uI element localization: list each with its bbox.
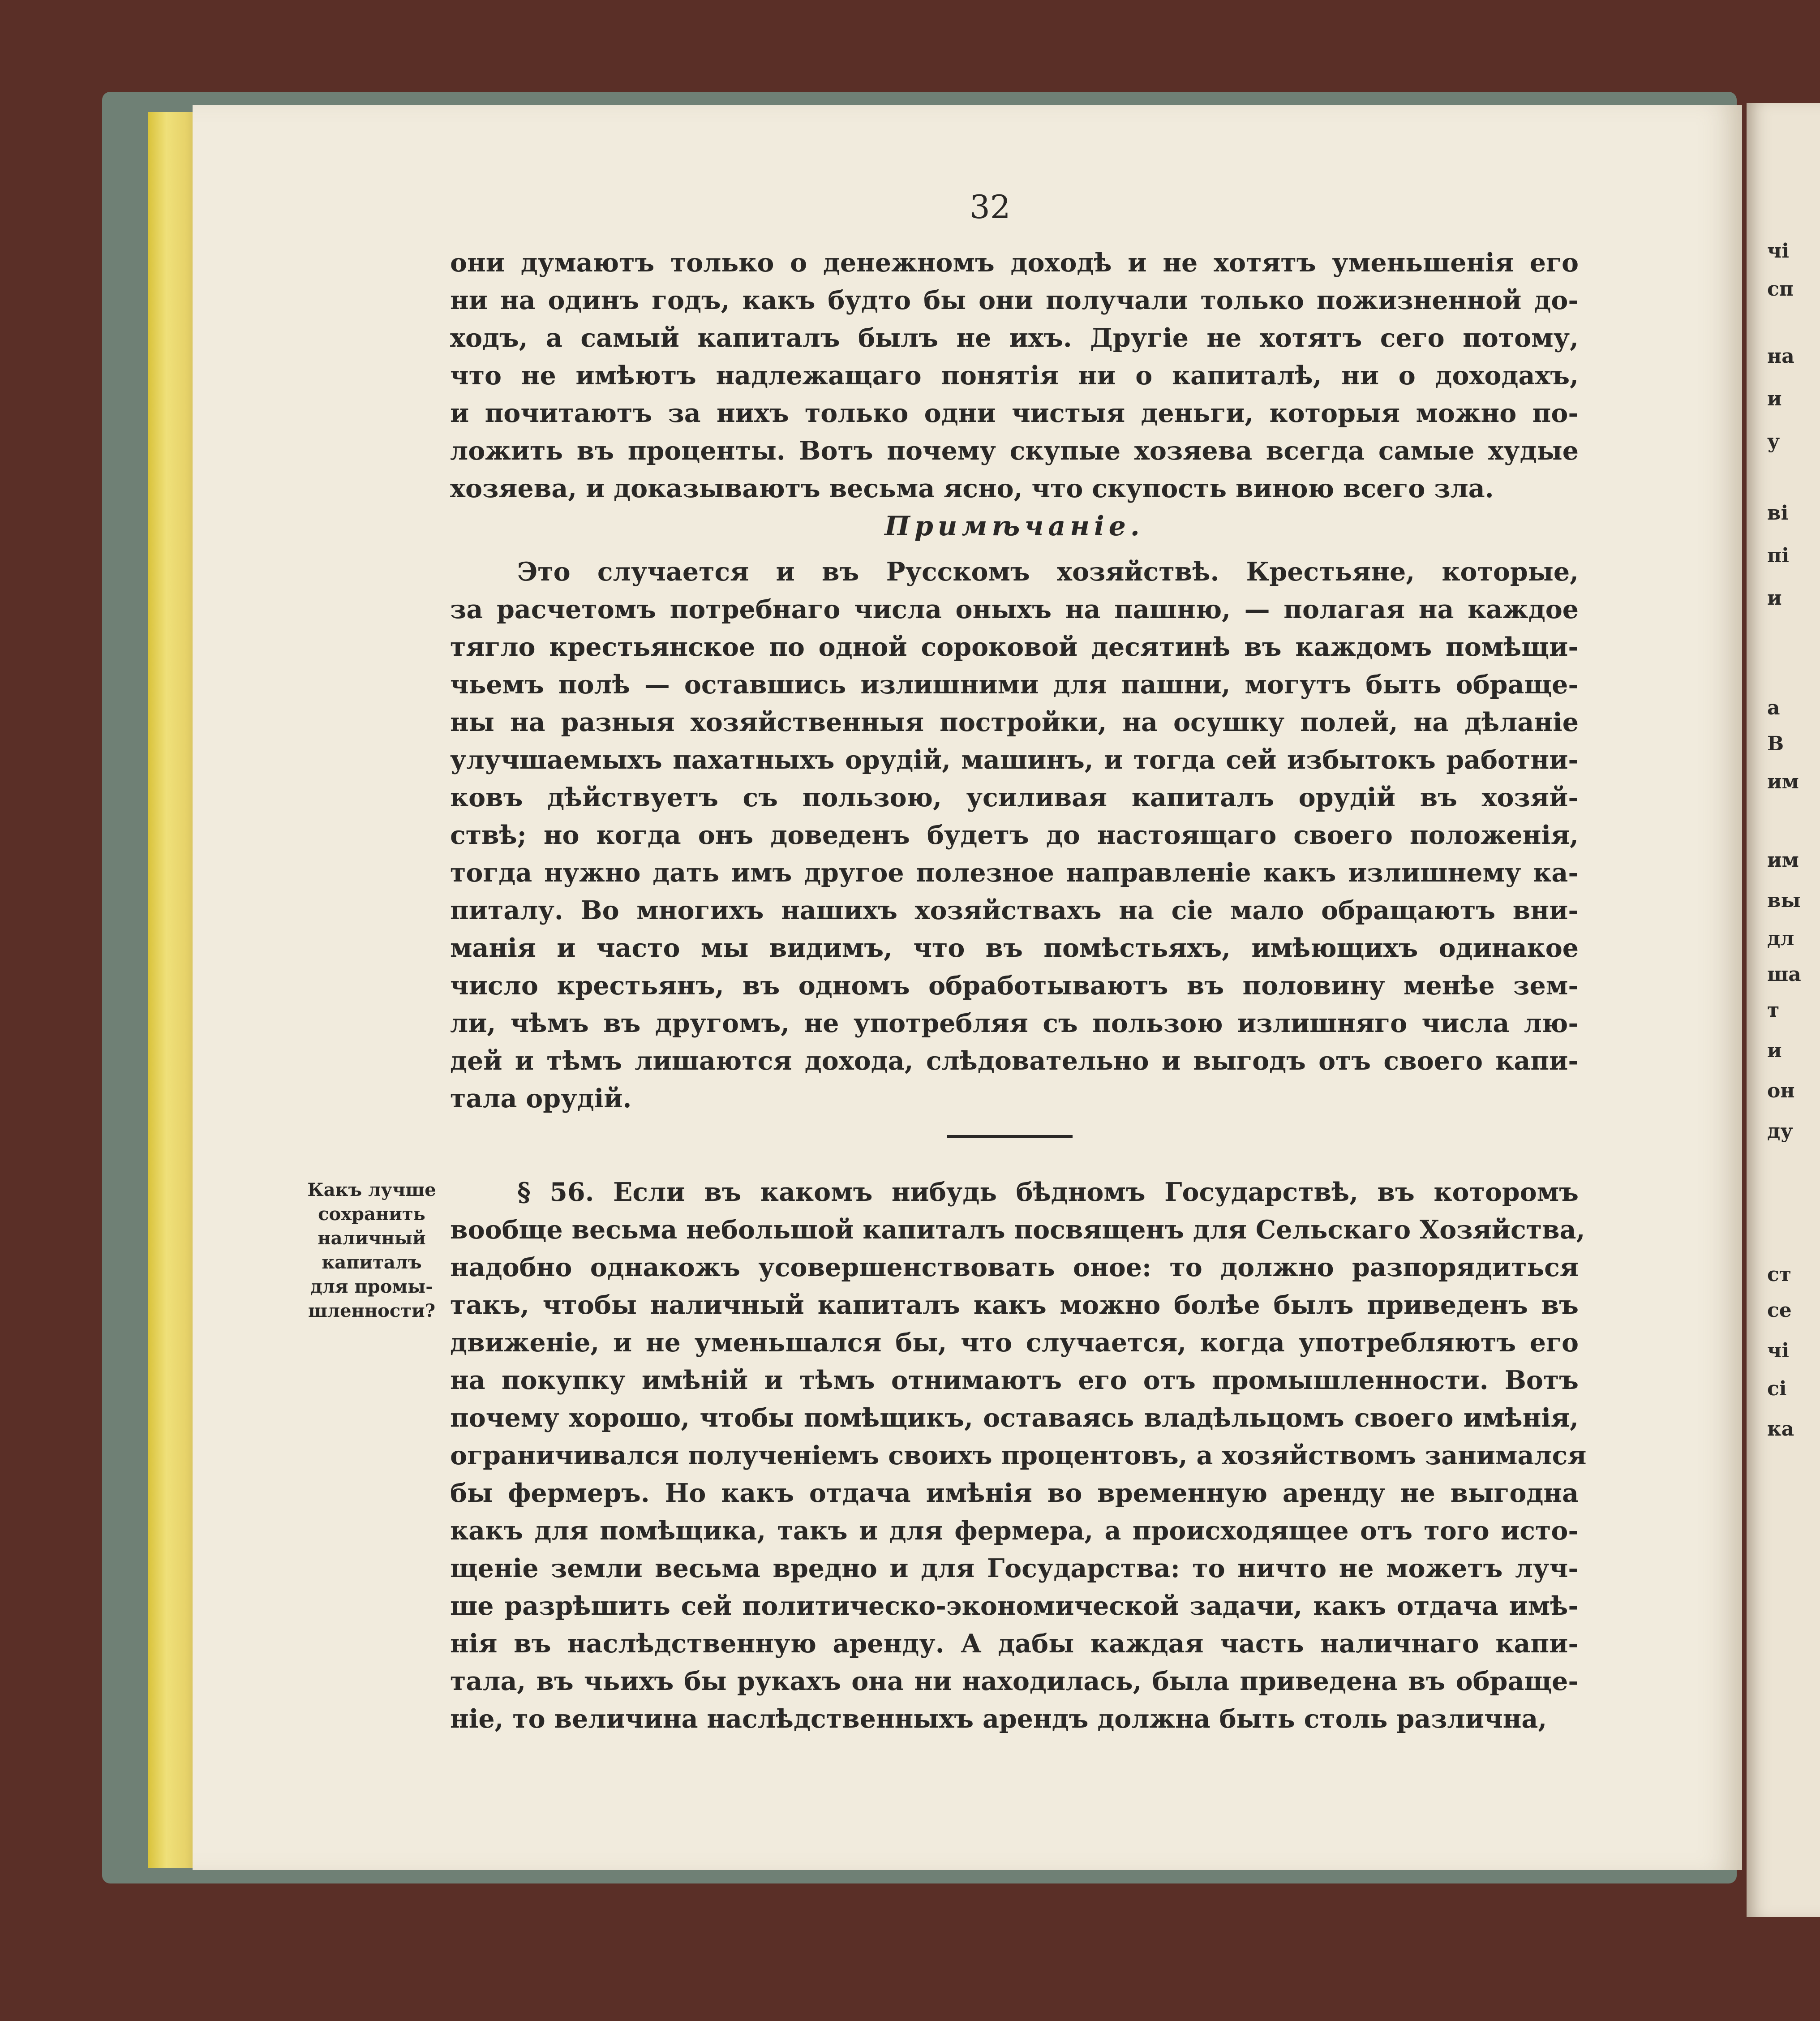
facing-page-fragment: ст [1767,1263,1792,1286]
section-divider [947,1135,1073,1138]
text-line: § 56. Если въ какомъ нибудь бѣдномъ Государствѣ, въ которомъ [517,1177,1579,1207]
text-line: манія и часто мы видимъ, что въ помѣстьяхъ, имѣющихъ одинакое [450,933,1579,963]
marginal-note [305,1178,439,1323]
note-heading: Примѣчаніе. [884,511,1144,542]
text-line: что не имѣютъ надлежащаго понятія ни о капиталѣ, ни о доходахъ, [450,361,1579,391]
marginal-note-line: сохранить [318,1204,425,1225]
facing-page-fragment: им [1767,770,1799,793]
marginal-note-line: для промы- [310,1276,433,1297]
facing-page-fragment: т [1767,999,1780,1022]
facing-page-edge [1747,103,1820,1917]
facing-page-fragment: и [1767,1039,1782,1062]
facing-page-fragment: у [1767,430,1780,453]
facing-page-fragment: В [1767,732,1784,755]
facing-page-fragment: вы [1767,889,1801,912]
facing-page-fragment: се [1767,1299,1792,1322]
facing-page-fragment: а [1767,697,1780,719]
text-line: тала орудій. [450,1084,632,1114]
text-line: ли, чѣмъ въ другомъ, не употребляя съ пользою излишняго числа лю- [450,1008,1579,1038]
text-line: улучшаемыхъ пахатныхъ орудій, машинъ, и тогда сей избытокъ работни- [450,745,1579,775]
text-line: дей и тѣмъ лишаются дохода, слѣдовательно и выгодъ отъ своего капи- [450,1046,1579,1076]
text-line: ни на одинъ годъ, какъ будто бы они получали только пожизненной до- [450,285,1579,315]
section-56-paragraph [450,1174,1587,1738]
text-line: тогда нужно дать имъ другое полезное направленіе какъ излишнему ка- [450,858,1579,888]
text-line: надобно однакожъ усовершенствовать оное: то должно разпорядиться [450,1252,1579,1282]
text-line: вообще весьма небольшой капиталъ посвященъ для Сельскаго Хозяйства, [450,1215,1585,1245]
text-line: число крестьянъ, въ одномъ обработываютъ въ половину менѣе зем- [450,971,1579,1001]
text-line: хозяева, и доказываютъ весьма ясно, что скупость виною всего зла. [450,473,1494,503]
facing-page-fragment: дл [1767,927,1794,950]
facing-page-fragment: чі [1767,1339,1789,1362]
text-line: они думаютъ только о денежномъ доходѣ и не хотятъ уменьшенія его [450,248,1579,278]
text-line: бы фермеръ. Но какъ отдача имѣнія во временную аренду не выгодна [450,1478,1579,1508]
text-line: питалу. Во многихъ нашихъ хозяйствахъ на сіе мало обращаютъ вни- [450,895,1579,925]
page-number: 32 [970,188,1011,226]
facing-page-fragment: сі [1767,1377,1787,1400]
note-paragraph [450,553,1579,1118]
facing-page-fragment: и [1767,387,1782,410]
facing-page-fragment: чі [1767,240,1789,262]
facing-page-fragment: он [1767,1079,1795,1102]
facing-page-fragment: на [1767,345,1794,368]
marginal-note-line: шленности? [308,1300,436,1321]
text-line: ковъ дѣйствуетъ съ пользою, усиливая капиталъ орудій въ хозяй- [450,783,1579,813]
marginal-note-line: Какъ лучше [307,1179,436,1200]
text-line: какъ для помѣщика, такъ и для фермера, а происходящее отъ того исто- [450,1516,1579,1546]
text-line: тягло крестьянское по одной сороковой десятинѣ въ каждомъ помѣщи- [450,632,1579,662]
text-line: за расчетомъ потребнаго числа оныхъ на пашню, — полагая на каждое [450,594,1579,624]
text-line: ограничивался полученіемъ своихъ процентовъ, а хозяйствомъ занимался [450,1440,1587,1471]
facing-page-fragment: ка [1767,1418,1794,1440]
facing-page-fragment: ду [1767,1120,1793,1143]
facing-page-fragment: пі [1767,544,1789,567]
text-line: и почитаютъ за нихъ только одни чистыя деньги, которыя можно по- [450,398,1579,428]
text-line: ходъ, а самый капиталъ былъ не ихъ. Другіе не хотятъ сего потому, [450,323,1579,353]
text-line: такъ, чтобы наличный капиталъ какъ можно болѣе былъ приведенъ въ [450,1290,1579,1320]
facing-page-fragment: и [1767,587,1782,610]
text-line: чьемъ полѣ — оставшись излишними для пашни, могутъ быть обраще- [450,670,1579,700]
text-line: Это случается и въ Русскомъ хозяйствѣ. Крестьяне, которые, [517,557,1579,587]
marginal-note-line: наличный [318,1228,426,1249]
text-line: на покупку имѣній и тѣмъ отнимаютъ его отъ промышленности. Вотъ [450,1365,1579,1395]
text-line: почему хорошо, чтобы помѣщикъ, оставаясь владѣльцомъ своего имѣнія, [450,1403,1579,1433]
text-line: щеніе земли весьма вредно и для Государства: то ничто не можетъ луч- [450,1553,1579,1583]
text-line: ложить въ проценты. Вотъ почему скупые хозяева всегда самые худые [450,436,1579,466]
facing-page-fragment: ша [1767,963,1801,986]
facing-page-fragment: ві [1767,502,1789,525]
paragraph-1 [450,244,1579,507]
marginal-note-line: капиталъ [322,1252,422,1273]
text-line: нія въ наслѣдственную аренду. А дабы каждая часть наличнаго капи- [450,1629,1579,1659]
facing-page-fragment: им [1767,849,1799,872]
text-line: ны на разныя хозяйственныя постройки, на осушку полей, на дѣланіе [450,707,1579,737]
facing-page-fragment: сп [1767,278,1794,301]
text-line: движеніе, и не уменьшался бы, что случается, когда употребляютъ его [450,1328,1579,1358]
text-line: ствѣ; но когда онъ доведенъ будетъ до настоящаго своего положенія, [450,820,1579,850]
text-line: ше разрѣшить сей политическо-экономической задачи, какъ отдача имѣ- [450,1591,1579,1621]
text-line: тала, въ чьихъ бы рукахъ она ни находилась, была приведена въ обраще- [450,1666,1579,1696]
text-line: ніе, то величина наслѣдственныхъ арендъ должна быть столь различна, [450,1704,1547,1734]
